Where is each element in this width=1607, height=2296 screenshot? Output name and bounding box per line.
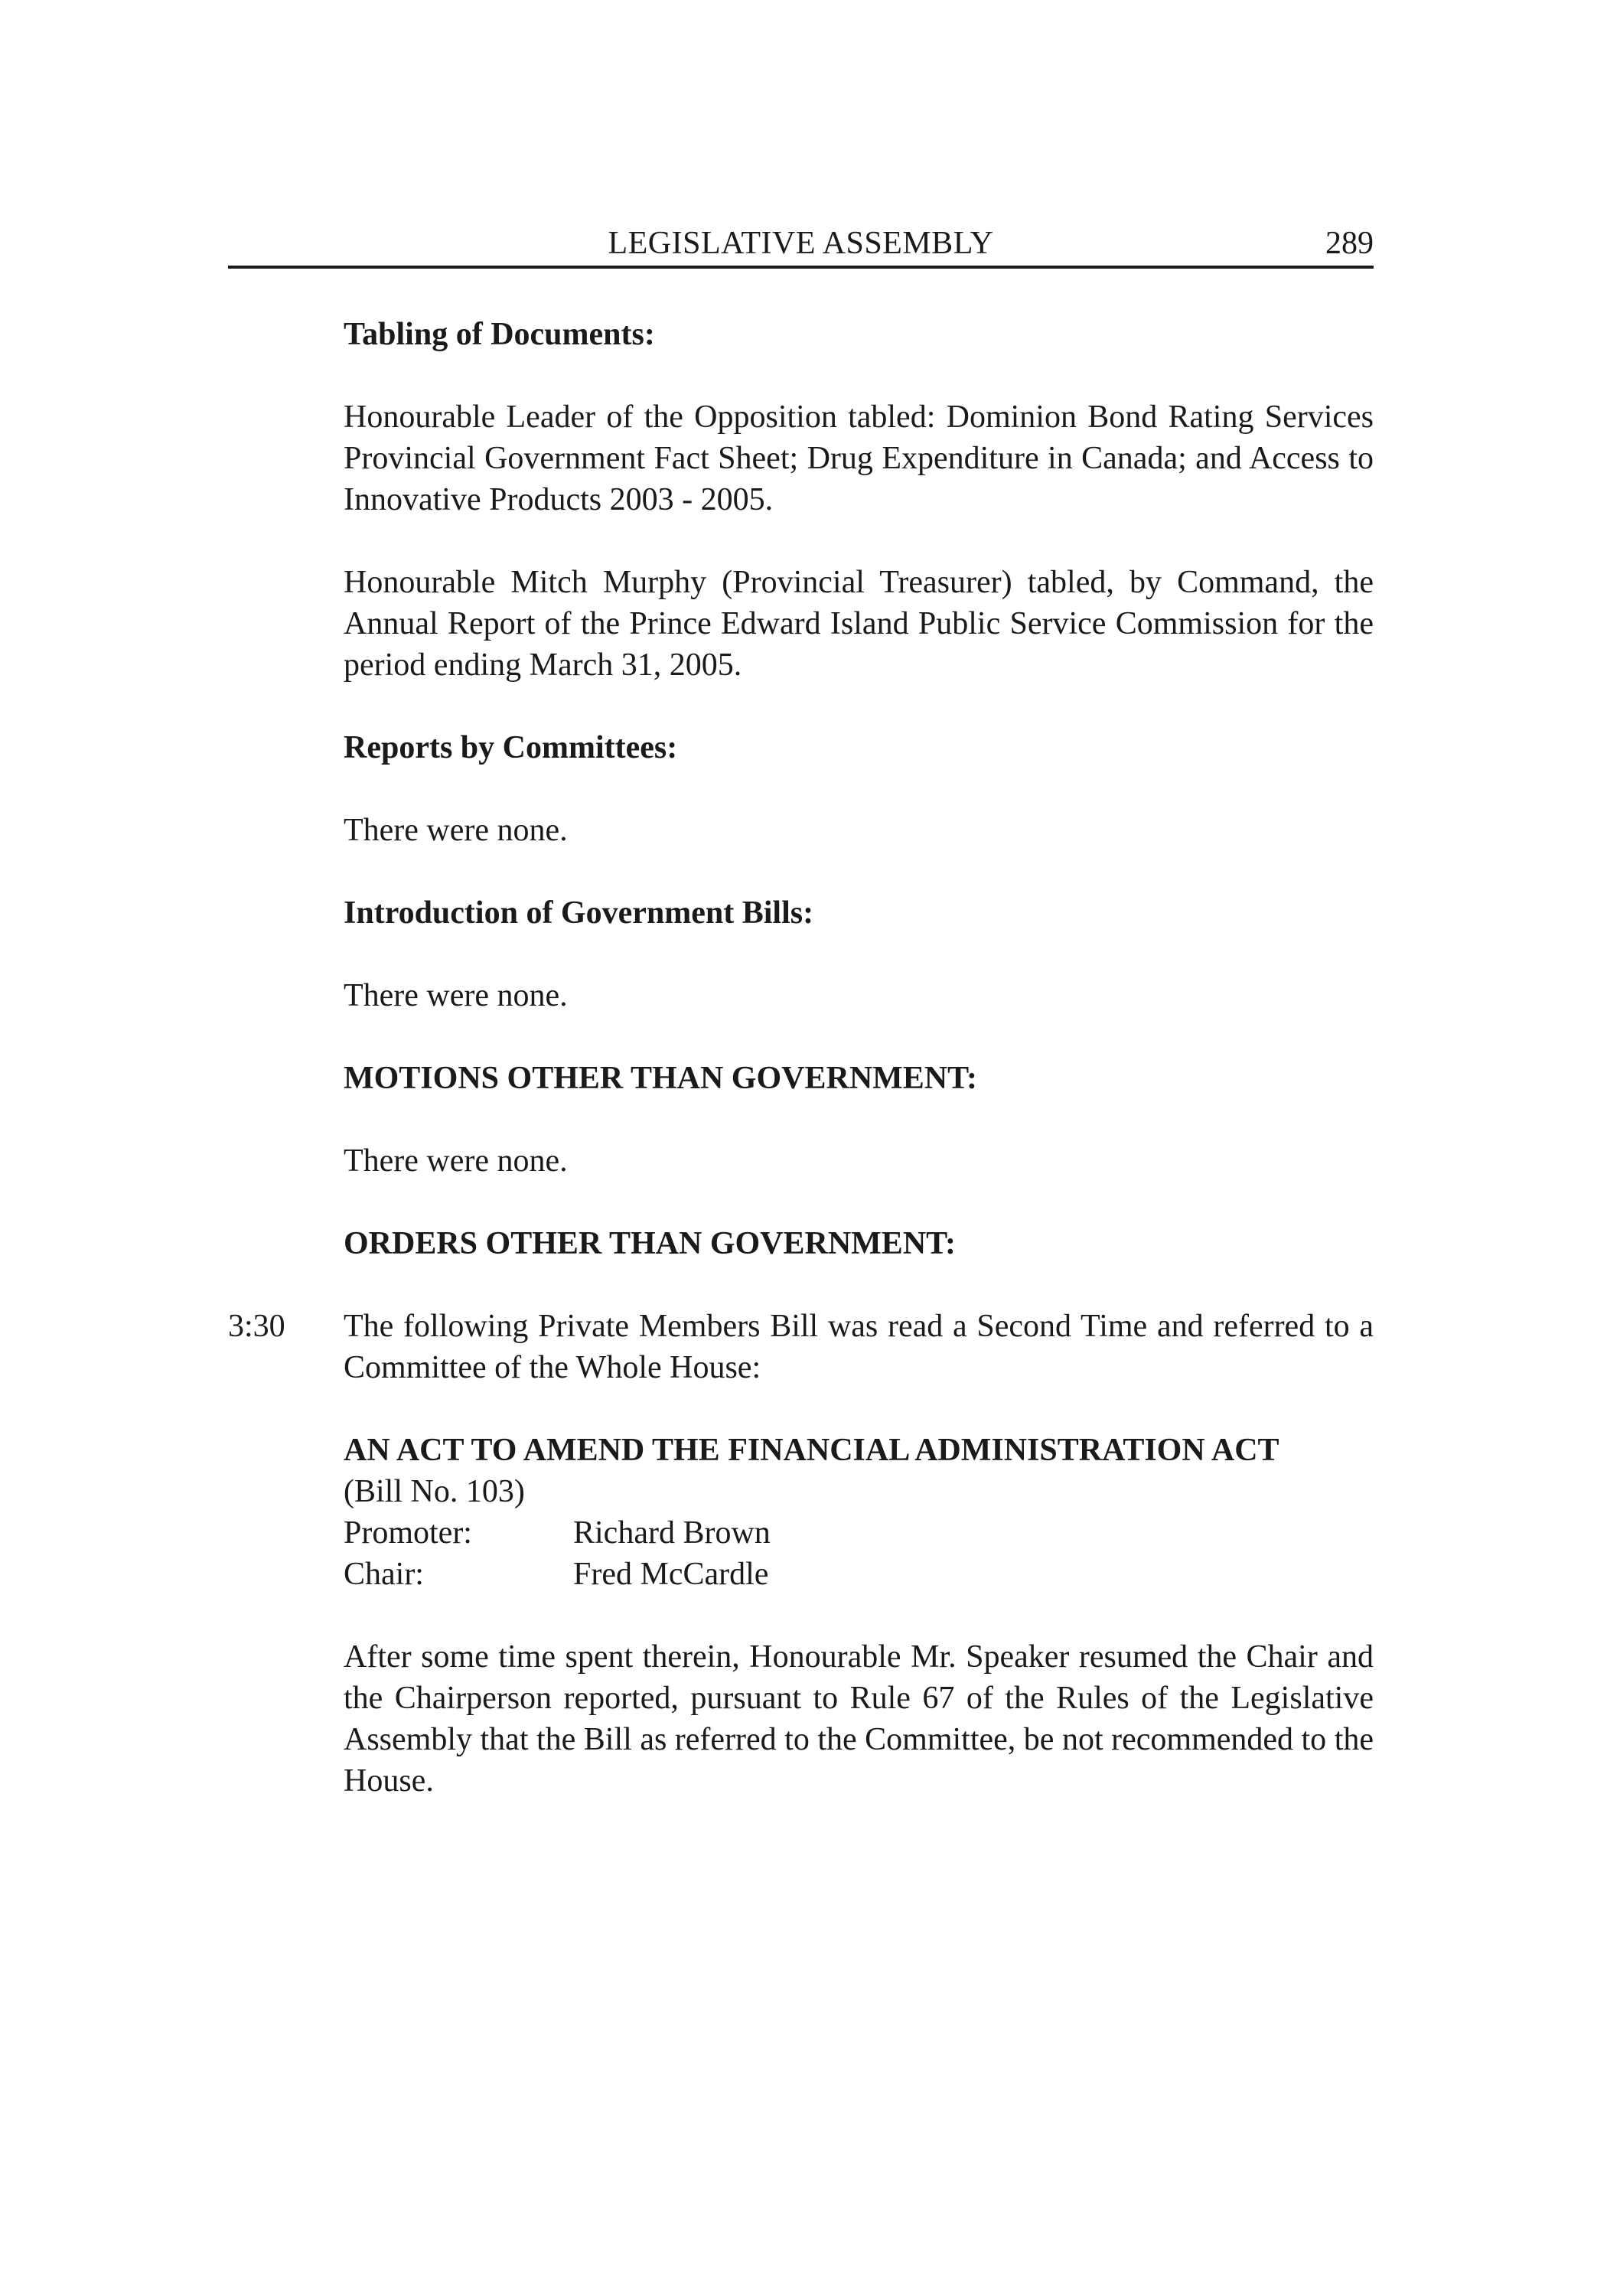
reports-section xyxy=(344,727,1374,851)
running-header xyxy=(228,223,1374,263)
tabling-section xyxy=(344,314,1374,686)
timed-entry xyxy=(228,1306,1374,1388)
chair-name: Fred McCardle xyxy=(573,1557,769,1592)
chair-label: Chair: xyxy=(344,1557,424,1592)
bill-number: (Bill No. 103) xyxy=(344,1474,525,1509)
time-mark: 3:30 xyxy=(228,1309,285,1344)
motions-text: There were none. xyxy=(344,1143,568,1179)
page-body xyxy=(228,314,1374,1843)
tabling-paragraph-1: Honourable Leader of the Opposition tabled: Dominion Bond Rating Services Provincial Government Fact Sheet; Drug Expenditure in Canada; and Access to Innovative Products 2003 - 2005. xyxy=(344,400,1374,517)
bill-title: AN ACT TO AMEND THE FINANCIAL ADMINISTRATION ACT xyxy=(344,1433,1279,1468)
bill-block xyxy=(344,1430,1374,1595)
government-bills-heading: Introduction of Government Bills: xyxy=(344,895,814,931)
chair-row xyxy=(344,1554,1374,1595)
motions-heading: MOTIONS OTHER THAN GOVERNMENT: xyxy=(344,1061,978,1096)
header-rule xyxy=(228,266,1374,269)
promoter-name: Richard Brown xyxy=(573,1515,771,1551)
government-bills-text: There were none. xyxy=(344,978,568,1013)
page-number: 289 xyxy=(1325,226,1374,261)
motions-section xyxy=(344,1058,1374,1182)
orders-heading: ORDERS OTHER THAN GOVERNMENT: xyxy=(344,1226,957,1261)
orders-intro: The following Private Members Bill was read a Second Time and referred to a Committee of the Whole House: xyxy=(344,1309,1374,1385)
reports-heading: Reports by Committees: xyxy=(344,730,678,765)
promoter-row xyxy=(344,1512,1374,1554)
promoter-label: Promoter: xyxy=(344,1515,472,1551)
government-bills-section xyxy=(344,892,1374,1016)
reports-text: There were none. xyxy=(344,813,568,848)
tabling-paragraph-2: Honourable Mitch Murphy (Provincial Treasurer) tabled, by Command, the Annual Report of the Prince Edward Island Public Service Commission for the period ending March 31, 2005. xyxy=(344,565,1374,683)
running-header-title: LEGISLATIVE ASSEMBLY xyxy=(608,226,994,261)
orders-section xyxy=(228,1223,1374,1802)
tabling-heading: Tabling of Documents: xyxy=(344,317,655,352)
orders-conclusion: After some time spent therein, Honourable Mr. Speaker resumed the Chair and the Chairperson reported, pursuant to Rule 67 of the Rules of the Legislative Assembly that the Bill as referred to the Committee, be not recommended to the House. xyxy=(344,1639,1374,1799)
